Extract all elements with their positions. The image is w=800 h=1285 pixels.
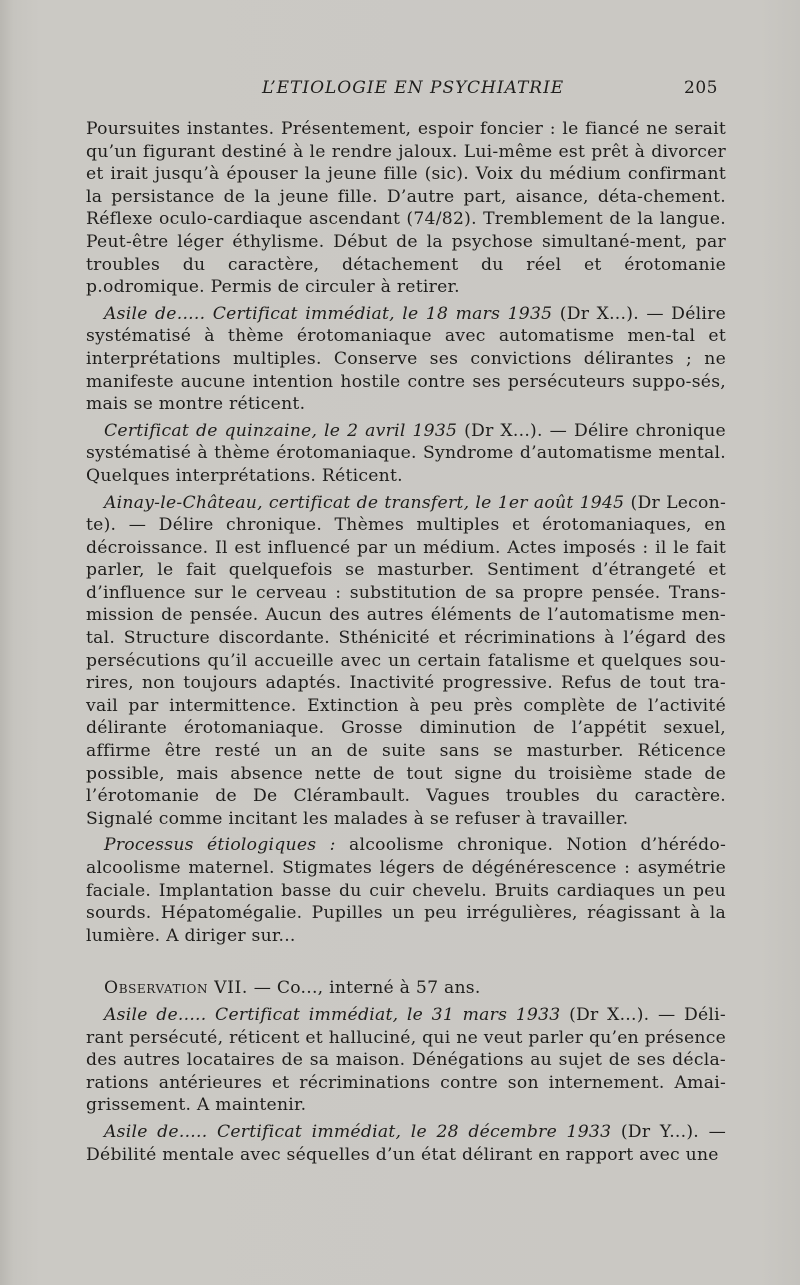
observation-heading	[86, 977, 726, 1000]
certificate-heading: Asile de..... Certificat immédiat, le 28 décembre 1933	[104, 1121, 612, 1142]
doctor-reference: (Dr Lecon-te).	[86, 492, 726, 536]
paragraph-text: alcoolisme chronique. Notion d’hérédo-alcoolisme maternel. Stigmates légers de dégénérescence : asymétrie faciale. Implantation basse du cuir chevelu. Bruits cardiaques un peu sourds. Hépatomégalie. Pupilles un peu irrégulières, réagissant à la lumière. A diriger sur...	[86, 835, 726, 946]
certificate-heading: Ainay-le-Château, certificat de transfert, le 1er août 1945	[104, 492, 625, 513]
certificate-paragraph	[86, 303, 726, 416]
doctor-reference: (Dr X...).	[559, 303, 639, 324]
doctor-reference: (Dr X...).	[569, 1004, 650, 1025]
paragraph-text: — Débilité mentale avec séquelles d’un état délirant en rapport avec une	[86, 1121, 727, 1165]
running-title: L’ETIOLOGIE EN PSYCHIATRIE	[262, 78, 565, 98]
paragraph-text: — Déli-rant persécuté, réticent et halluciné, qui ne veut parler qu’en présence des autres locataires de sa maison. Dénégations au sujet de ses décla-rations antérieures et récriminations contre son internement. Amai-grissement. A maintenir.	[86, 1004, 726, 1116]
certificate-heading: Certificat de quinzaine, le 2 avril 1935	[104, 420, 458, 441]
certificate-paragraph	[86, 492, 726, 831]
observation-text: — Co..., interné à 57 ans.	[253, 978, 481, 999]
paragraph-text: — Délire chronique systématisé à thème érotomaniaque. Syndrome d’automatisme mental. Quelques interprétations. Réticent.	[86, 420, 726, 486]
certificate-heading: Asile de..... Certificat immédiat, le 31 mars 1933	[104, 1004, 561, 1025]
certificate-paragraph	[86, 1121, 726, 1166]
observation-label: Observation VII.	[104, 978, 248, 999]
paragraph-text: — Délire chronique. Thèmes multiples et érotomaniaques, en décroissance. Il est influencé par un médium. Actes imposés : il le fait parler, le fait quelquefois se masturber. Sentiment d’étrangeté et d’influence sur le cerveau : substitution de sa propre pensée. Trans-mission de pensée. Aucun des autres éléments de l’automatisme men-tal. Structure discordante. Sthénicité et récriminations à l’égard des persécutions qu’il accueille avec un certain fatalisme et quelques sou-rires, non toujours adaptés. Inactivité progressive. Refus de tout tra-vail par intermittence. Extinction à peu près complète de l’activité délirante érotomaniaque. Grosse diminution de l’appétit sexuel, affirme être resté un an de suite sans se masturber. Réticence possible, mais absence nette de tout signe du troisième stade de l’érotomanie de De Clérambault. Vagues troubles du caractère. Signalé comme incitant les malades à se refuser à travailler.	[86, 515, 726, 829]
paragraph-text: Poursuites instantes. Présentement, espoir foncier : le fiancé ne serait qu’un figurant destiné à le rendre jaloux. Lui-même est prêt à divorcer et irait jusqu’à épouser la jeune fille (sic). Voix du médium confirmant la persistance de la jeune fille. D’autre part, aisance, déta-chement. Réflexe oculo-cardiaque ascendant (74/82). Tremblement de la langue. Peut-être léger éthylisme. Début de la psychose simultané-ment, par troubles du caractère, détachement du réel et érotomanie p.odromique. Permis de circuler à retirer.	[86, 119, 726, 298]
etiology-paragraph	[86, 834, 726, 947]
page-body	[86, 118, 726, 1166]
certificate-paragraph	[86, 1004, 726, 1117]
certificate-paragraph	[86, 420, 726, 488]
page-header	[86, 78, 724, 100]
page-number: 205	[684, 78, 718, 98]
paragraph-continuation	[86, 118, 726, 299]
certificate-heading: Asile de..... Certificat immédiat, le 18 mars 1935	[104, 303, 553, 324]
paragraph-text: — Délire systématisé à thème érotomaniaque avec automatisme men-tal et interprétations multiples. Conserve ses convictions délirantes ; ne manifeste aucune intention hostile contre ses persécuteurs suppo-sés, mais se montre réticent.	[86, 303, 727, 415]
etiology-heading: Processus étiologiques :	[104, 835, 336, 856]
doctor-reference: (Dr X...).	[464, 420, 543, 441]
doctor-reference: (Dr Y...).	[620, 1121, 700, 1142]
